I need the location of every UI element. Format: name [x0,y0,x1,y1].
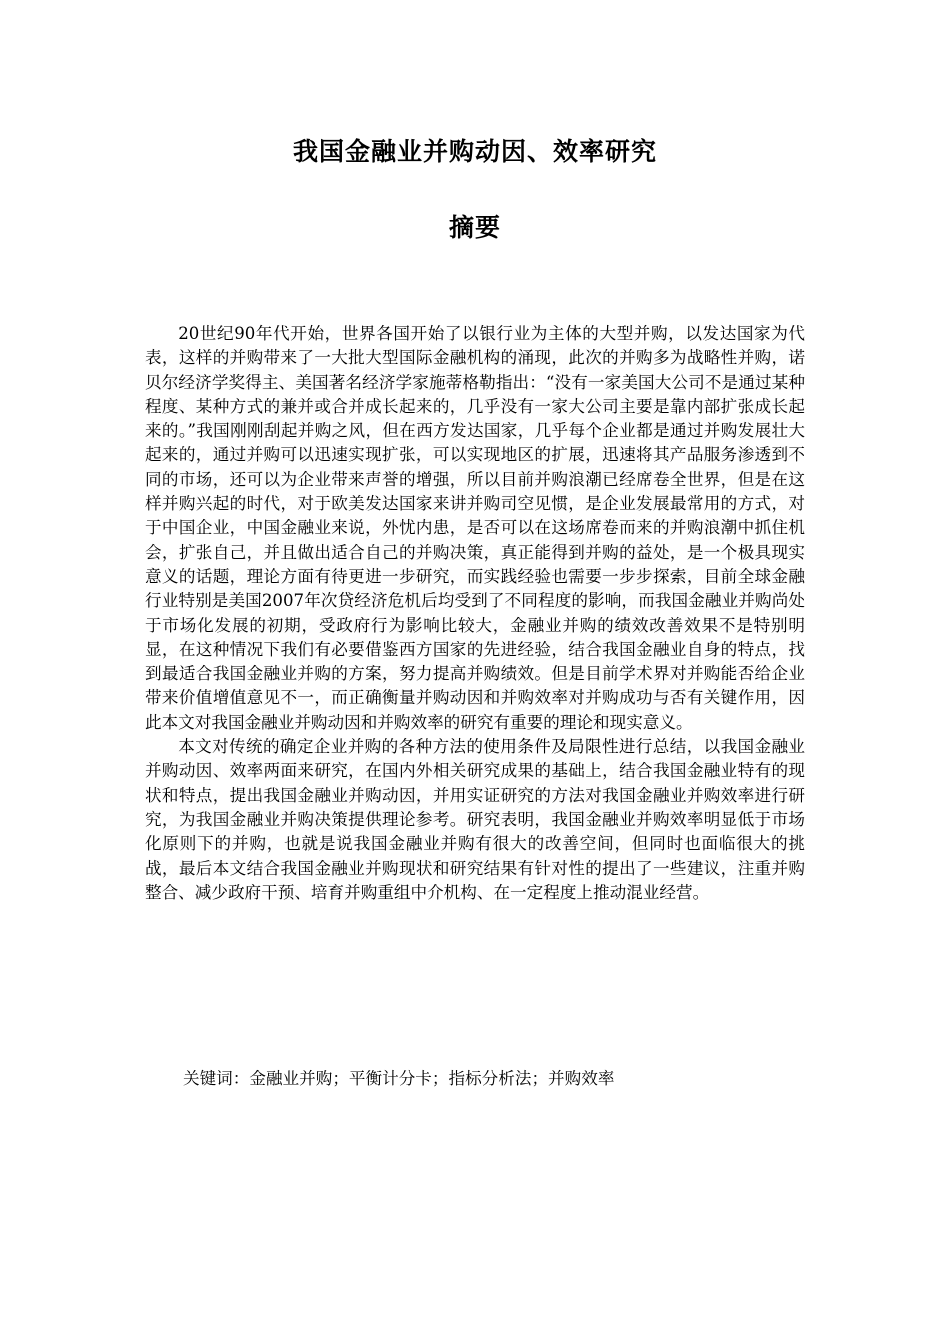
abstract-paragraph: 本文对传统的确定企业并购的各种方法的使用条件及局限性进行总结，以我国金融业并购动因、效率两面来研究，在国内外相关研究成果的基础上，结合我国金融业特有的现状和特点，提出我国金融业并购动因，并用实证研究的方法对我国金融业并购效率进行研究，为我国金融业并购决策提供理论参考。研究表明，我国金融业并购效率明显低于市场化原则下的并购，也就是说我国金融业并购有很大的改善空间，但同时也面临很大的挑战，最后本文结合我国金融业并购现状和研究结果有针对性的提出了一些建议，注重并购整合、减少政府干预、培育并购重组中介机构、在一定程度上推动混业经营。 [145,737,805,902]
abstract-body [145,322,805,905]
keywords-line: 关键词：金融业并购；平衡计分卡；指标分析法；并购效率 [183,1069,615,1088]
abstract-paragraph: 20世纪90年代开始，世界各国开始了以银行业为主体的大型并购，以发达国家为代表，这样的并购带来了一大批大型国际金融机构的涌现，此次的并购多为战略性并购，诺贝尔经济学奖得主、美国著名经济学家施蒂格勒指出：“没有一家美国大公司不是通过某种程度、某种方式的兼并或合并成长起来的，几乎没有一家大公司主要是靠内部扩张成长起来的。”我国刚刚刮起并购之风，但在西方发达国家，几乎每个企业都是通过并购发展壮大起来的，通过并购可以迅速实现扩张，可以实现地区的扩展，迅速将其产品服务渗透到不同的市场，还可以为企业带来声誉的增强，所以目前并购浪潮已经席卷全世界，但是在这样并购兴起的时代，对于欧美发达国家来讲并购司空见惯，是企业发展最常用的方式，对于中国企业，中国金融业来说，外忧内患，是否可以在这场席卷而来的并购浪潮中抓住机会，扩张自己，并且做出适合自己的并购决策，真正能得到并购的益处，是一个极具现实意义的话题，理论方面有待更进一步研究，而实践经验也需要一步步探索，目前全球金融行业特别是美国2007年次贷经济危机后均受到了不同程度的影响，而我国金融业并购尚处于市场化发展的初期，受政府行为影响比较大，金融业并购的绩效改善效果不是特别明显，在这种情况下我们有必要借鉴西方国家的先进经验，结合我国金融业自身的特点，找到最适合我国金融业并购的方案，努力提高并购绩效。但是目前学术界对并购能否给企业带来价值增值意见不一，而正确衡量并购动因和并购效率对并购成功与否有关键作用，因此本文对我国金融业并购动因和并购效率的研究有重要的理论和现实意义。 [145,324,805,732]
document-title: 我国金融业并购动因、效率研究 [292,137,657,166]
abstract-heading: 摘要 [448,213,501,242]
